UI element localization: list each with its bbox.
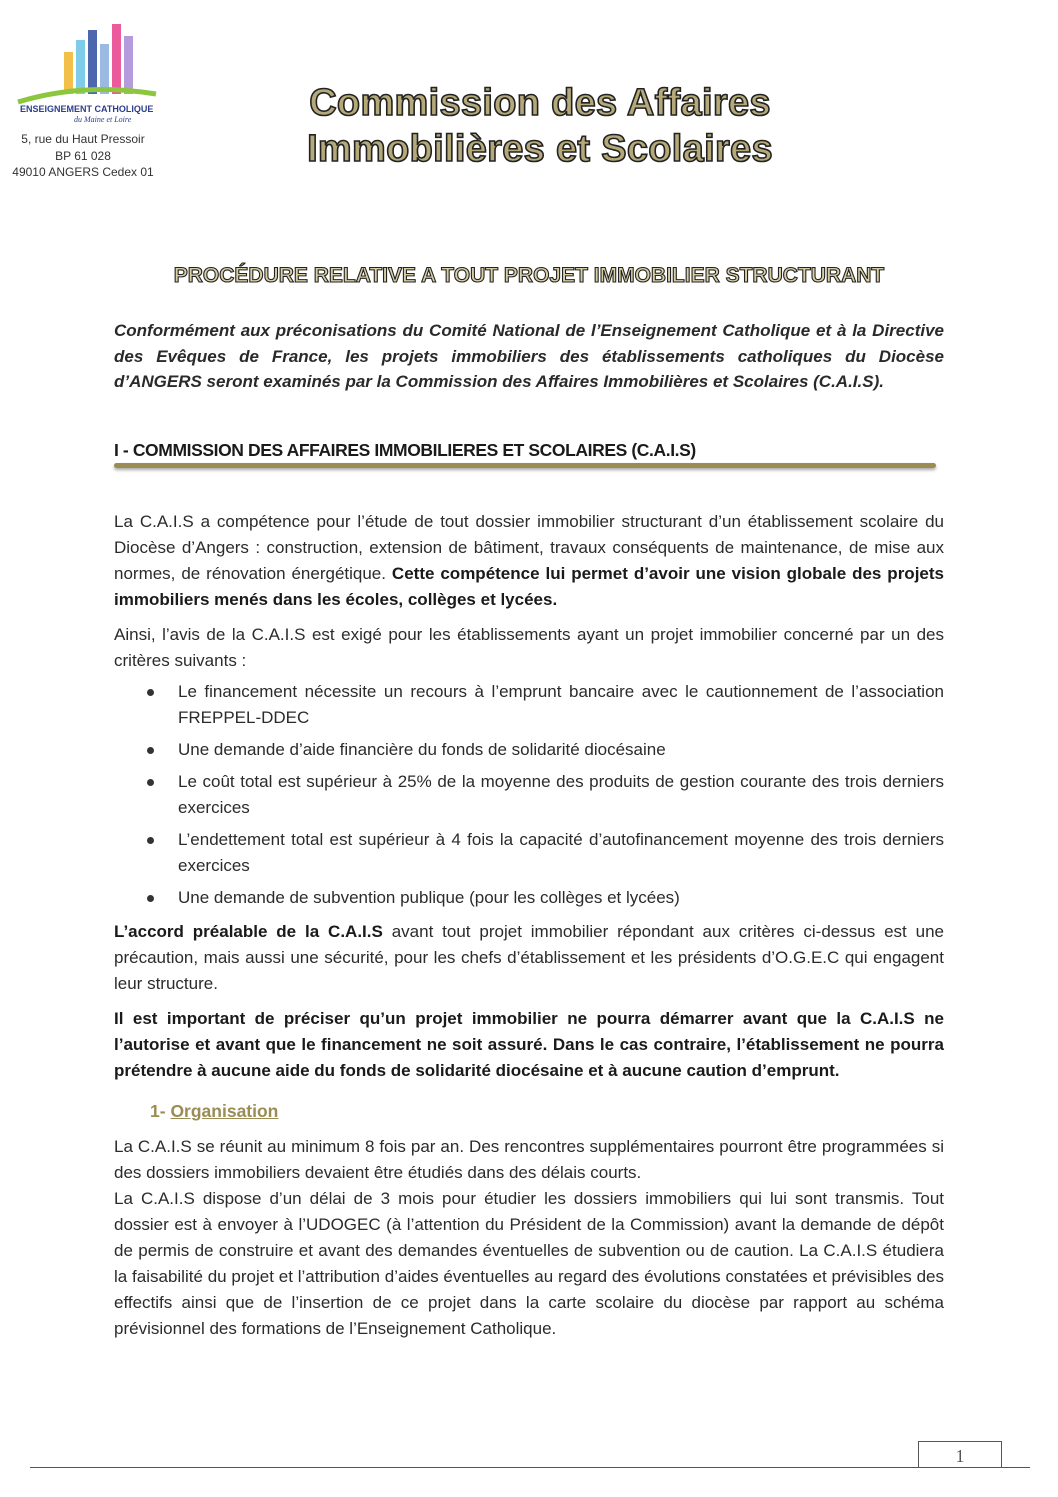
procedure-title: PROCÉDURE RELATIVE A TOUT PROJET IMMOBILIER STRUCTURANT	[173, 264, 885, 287]
subsection-title: Organisation	[170, 1101, 279, 1121]
section-title: I - COMMISSION DES AFFAIRES IMMOBILIERES ET SCOLAIRES (C.A.I.S)	[114, 440, 696, 460]
paragraph-accord-bold: L’accord préalable de la C.A.I.S	[114, 922, 383, 941]
document-title-line-1: Commission des Affaires	[309, 82, 771, 124]
paragraph-organisation-2: La C.A.I.S dispose d’un délai de 3 mois pour étudier les dossiers immobiliers qui lui sont transmis. Tout dossier est à envoyer à l’UDOGEC (à l’attention du Président de la Commission) avant la demande de dépôt de permis de construire et avant des demandes éventuelles de subvention ou de caution. La C.A.I.S étudiera la faisabilité du projet et l’attribution d’aides éventuelles au regard des évolutions constatées et prévisibles des effectifs ainsi que de l’insertion de ce projet dans la carte scolaire du diocèse par rapport au schéma prévisionnel des formations de l’Enseignement Catholique.	[114, 1189, 944, 1338]
paragraph-warning	[114, 1006, 944, 1084]
footer-divider	[30, 1467, 1030, 1468]
page-number: 1	[955, 1446, 965, 1466]
criteria-list	[114, 679, 944, 911]
list-item	[114, 827, 944, 879]
paragraph-competence-bold: Cette compétence lui permet d’avoir une vision globale des projets immobiliers menés dans les écoles, collèges et lycées.	[114, 564, 944, 609]
paragraph-competence	[114, 509, 944, 613]
address-block	[4, 131, 162, 181]
logo	[14, 22, 160, 128]
intro-paragraph: Conformément aux préconisations du Comité National de l’Enseignement Catholique et à la Directive des Evêques de France, les projets immobiliers des établissements catholiques du Diocèse d’ANGERS seront examinés par la Commission des Affaires Immobilières et Scolaires (C.A.I.S).	[114, 321, 944, 391]
paragraph-organisation-1: La C.A.I.S se réunit au minimum 8 fois par an. Des rencontres supplémentaires pourront être programmées si des dossiers immobiliers devaient être étudiés dans des délais courts.	[114, 1137, 944, 1182]
list-item-text: Le coût total est supérieur à 25% de la moyenne des produits de gestion courante des trois derniers exercices	[178, 772, 944, 817]
bullet-icon	[147, 837, 154, 844]
paragraph-accord-text: avant tout projet immobilier répondant aux critères ci-dessus est une précaution, mais aussi une sécurité, pour les chefs d’établissement et les présidents d’O.G.E.C qui engagent leur structure.	[114, 922, 944, 993]
bullet-icon	[147, 747, 154, 754]
address-line-street: 5, rue du Haut Pressoir	[21, 132, 145, 146]
paragraph-competence-text: La C.A.I.S a compétence pour l’étude de tout dossier immobilier structurant d’un établissement scolaire du Diocèse d’Angers : construction, extension de bâtiment, travaux conséquents de maintenance, de mise aux normes, de rénovation énergétique.	[114, 512, 944, 583]
address-line-city: 49010 ANGERS Cedex 01	[12, 165, 154, 179]
list-item	[114, 737, 944, 763]
page-number-box	[918, 1441, 1002, 1468]
document-title	[240, 80, 840, 172]
list-item	[114, 679, 944, 731]
subsection-heading	[150, 1098, 944, 1124]
bullet-icon	[147, 689, 154, 696]
paragraph-criteria-intro: Ainsi, l’avis de la C.A.I.S est exigé pour les établissements ayant un projet immobilier concerné par un des critères suivants :	[114, 625, 944, 670]
list-item	[114, 885, 944, 911]
enseignement-catholique-logo	[14, 22, 160, 128]
bullet-icon	[147, 895, 154, 902]
logo-text-bottom: du Maine et Loire	[74, 115, 132, 124]
list-item	[114, 769, 944, 821]
list-item-text: L’endettement total est supérieur à 4 fois la capacité d’autofinancement moyenne des trois derniers exercices	[178, 830, 944, 875]
document-title-line-2: Immobilières et Scolaires	[307, 128, 773, 170]
list-item-text: Une demande d’aide financière du fonds de solidarité diocésaine	[178, 740, 666, 759]
address-line-bp: BP 61 028	[55, 148, 111, 163]
paragraph-warning-bold: Il est important de préciser qu’un projet immobilier ne pourra démarrer avant que la C.A.I.S ne l’autorise et avant que le financement ne soit assuré. Dans le cas contraire, l’établissement ne pourra prétendre à aucune aide du fonds de solidarité diocésaine et à aucune caution d’emprunt.	[114, 1009, 944, 1080]
bullet-icon	[147, 779, 154, 786]
list-item-text: Le financement nécessite un recours à l’emprunt bancaire avec le cautionnement de l’association FREPPEL-DDEC	[178, 682, 944, 727]
section-content	[114, 509, 944, 1342]
paragraph-accord	[114, 919, 944, 997]
list-item-text: Une demande de subvention publique (pour les collèges et lycées)	[178, 888, 680, 907]
section-divider	[114, 463, 936, 468]
subsection-number: 1-	[150, 1101, 166, 1121]
logo-text-top: ENSEIGNEMENT CATHOLIQUE	[20, 104, 154, 114]
